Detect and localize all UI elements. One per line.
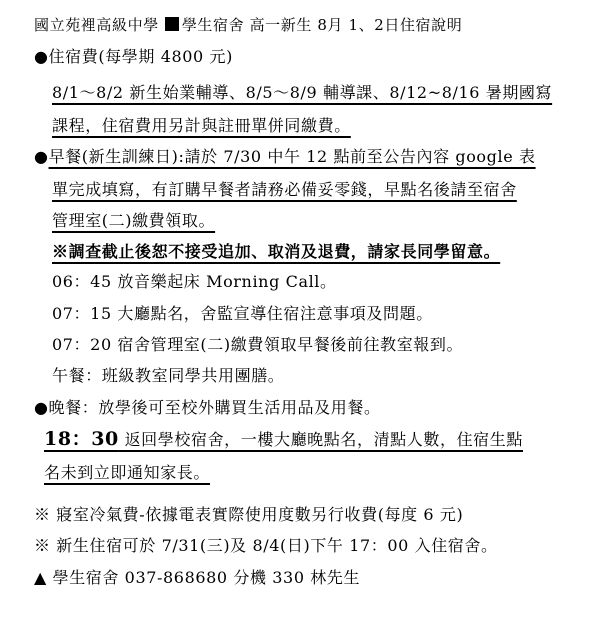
note-checkin: ※ 新生住宿可於 7/31(三)及 8/4(日)下午 17：00 入住宿舍。 [34,536,498,555]
fee-heading: ●住宿費(每學期 4800 元) [34,47,233,66]
refund-notice: ※調查截止後恕不接受追加、取消及退費，請家長同學留意。 [52,242,501,261]
schedule-0720: 07：20 宿舍管理室(二)繳費領取早餐後前往教室報到。 [52,335,464,354]
fee-line-1: 8/1～8/2 新生始業輔導、8/5～8/9 輔導課、8/12~8/16 暑期國寫 [52,83,553,102]
title-text: 學生宿舍 高一新生 8月 1、2日住宿說明 [181,16,463,34]
lunch-info: 午餐：班級教室同學共用團膳。 [52,366,285,385]
school-name: 國立苑裡高級中學 [34,16,159,34]
evening-text: 返回學校宿舍，一樓大廳晚點名，清點人數，住宿生點 [118,430,523,449]
contact-info: ▲ 學生宿舍 037-868680 分機 330 林先生 [34,568,361,587]
breakfast-text-1: 早餐(新生訓練日):請於 7/30 中午 12 點前至公告內容 google 表 [48,147,536,166]
dinner-info: ●晚餐：放學後可至校外購買生活用品及用餐。 [34,398,381,417]
breakfast-line-2: 單完成填寫，有訂購早餐者請務必備妥零錢，早點名後請至宿舍 [52,180,517,199]
evening-line-2: 名未到立即通知家長。 [44,463,211,482]
schedule-0715: 07：15 大廳點名，舍監宣導住宿注意事項及問題。 [52,304,433,323]
fee-line-2: 課程，住宿費用另計與註冊單併同繳費。 [52,116,351,135]
bullet-icon: ● [34,147,49,166]
schedule-0645: 06：45 放音樂起床 Morning Call。 [52,272,337,291]
breakfast-line-1 [34,146,536,168]
document-title [34,14,462,36]
evening-line-1 [44,428,523,451]
black-square-icon [165,17,179,31]
note-air-conditioning: ※ 寢室冷氣費-依據電表實際使用度數另行收費(每度 6 元) [34,505,464,524]
evening-time: 18：30 [44,428,119,450]
breakfast-line-3: 管理室(二)繳費領取。 [52,211,216,230]
